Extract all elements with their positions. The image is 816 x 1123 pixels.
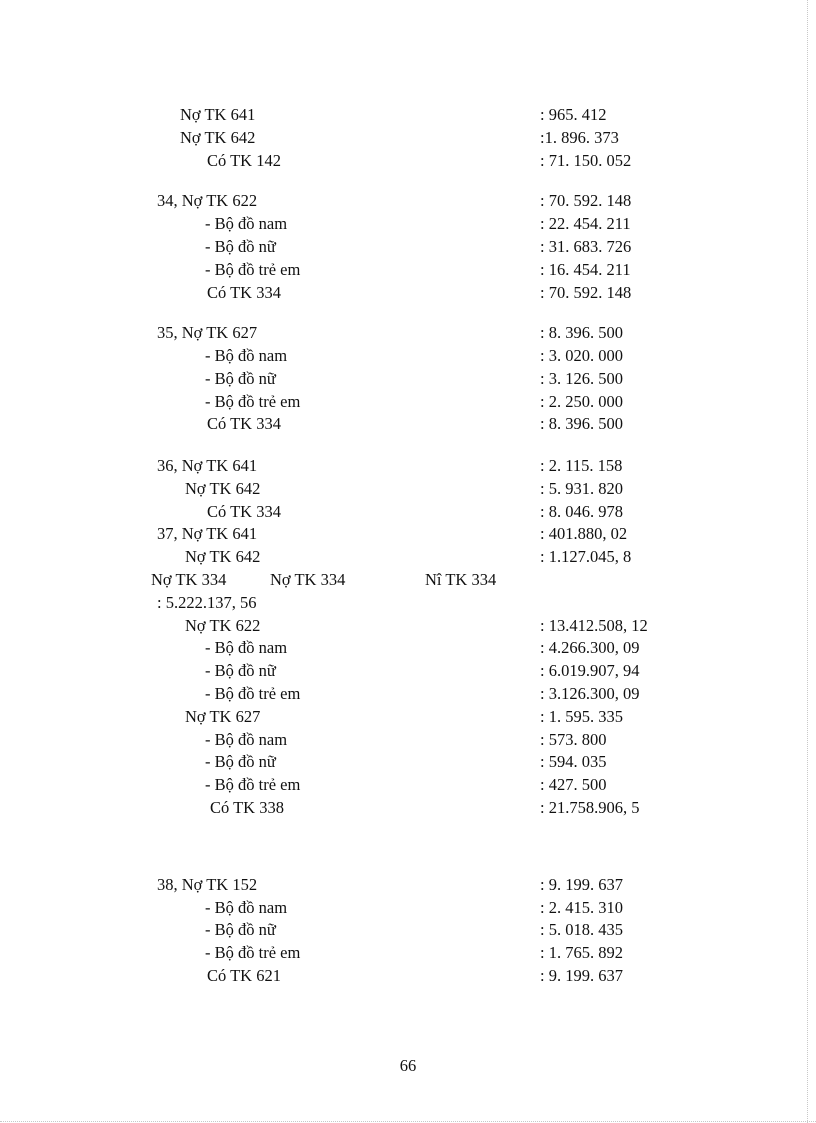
entry-value: : 2. 250. 000 bbox=[540, 392, 623, 411]
entry-label: Có TK 621 bbox=[207, 966, 281, 985]
entry-label: 35, Nợ TK 627 bbox=[157, 323, 258, 342]
entry-label: Nợ TK 627 bbox=[185, 707, 261, 726]
entry-label: - Bộ đồ nữ bbox=[205, 237, 276, 256]
entry-label: 36, Nợ TK 641 bbox=[157, 456, 258, 475]
entry-value: : 13.412.508, 12 bbox=[540, 616, 648, 635]
entry-label: - Bộ đồ trẻ em bbox=[205, 775, 301, 794]
entry-label: - Bộ đồ nữ bbox=[205, 920, 276, 939]
entry-label: - Bộ đồ nam bbox=[205, 638, 288, 657]
entry-label: Nợ TK 622 bbox=[185, 616, 261, 635]
entry-value: :1. 896. 373 bbox=[540, 128, 619, 147]
entry-value: : 31. 683. 726 bbox=[540, 237, 632, 256]
entry-value: : 21.758.906, 5 bbox=[540, 798, 640, 817]
page-frame-right bbox=[807, 0, 808, 1123]
entry-value: : 71. 150. 052 bbox=[540, 151, 632, 170]
entry-value: : 70. 592. 148 bbox=[540, 191, 632, 210]
entry-label: Nợ TK 642 bbox=[185, 479, 261, 498]
entry-label: 38, Nợ TK 152 bbox=[157, 875, 258, 894]
entry-label: - Bộ đồ nam bbox=[205, 730, 288, 749]
entry-label: - Bộ đồ trẻ em bbox=[205, 392, 301, 411]
entry-value: : 3. 126. 500 bbox=[540, 369, 623, 388]
entry-value: : 70. 592. 148 bbox=[540, 283, 632, 302]
entry-label: Có TK 334 bbox=[207, 283, 281, 302]
entry-value: : 2. 115. 158 bbox=[540, 456, 623, 475]
entry-label: - Bộ đồ nam bbox=[205, 214, 288, 233]
entry-value: : 6.019.907, 94 bbox=[540, 661, 640, 680]
entry-value: : 1. 595. 335 bbox=[540, 707, 623, 726]
entry-label: Nợ TK 641 bbox=[180, 105, 256, 124]
entry-label: Có TK 142 bbox=[207, 151, 281, 170]
entry-value: : 3. 020. 000 bbox=[540, 346, 623, 365]
entry-label: - Bộ đồ nữ bbox=[205, 661, 276, 680]
entry-value: : 2. 415. 310 bbox=[540, 898, 623, 917]
entry-label: Nợ TK 642 bbox=[180, 128, 256, 147]
entry-value: : 401.880, 02 bbox=[540, 524, 628, 543]
entry-label: - Bộ đồ nam bbox=[205, 346, 288, 365]
entry-label: 37, Nợ TK 641 bbox=[157, 524, 258, 543]
overlap-text: Nî TK 334 bbox=[425, 570, 497, 589]
entry-label: - Bộ đồ trẻ em bbox=[205, 943, 301, 962]
entry-value: : 427. 500 bbox=[540, 775, 607, 794]
entry-label: Có TK 334 bbox=[207, 502, 281, 521]
entry-label: - Bộ đồ nam bbox=[205, 898, 288, 917]
entry-value: : 3.126.300, 09 bbox=[540, 684, 640, 703]
overlap-text: Nợ TK 334 bbox=[270, 570, 346, 589]
entry-value: : 965. 412 bbox=[540, 105, 607, 124]
entry-value: : 8. 396. 500 bbox=[540, 414, 623, 433]
entry-label: - Bộ đồ nữ bbox=[205, 752, 276, 771]
entry-label: Nợ TK 642 bbox=[185, 547, 261, 566]
entry-label: - Bộ đồ nữ bbox=[205, 369, 276, 388]
page-frame-bottom bbox=[0, 1121, 816, 1122]
entry-value: : 16. 454. 211 bbox=[540, 260, 631, 279]
entry-value: : 1. 765. 892 bbox=[540, 943, 623, 962]
entry-value: : 5. 931. 820 bbox=[540, 479, 623, 498]
entry-label: 34, Nợ TK 622 bbox=[157, 191, 258, 210]
overlap-text: Nợ TK 334 bbox=[151, 570, 227, 589]
entry-label: - Bộ đồ trẻ em bbox=[205, 684, 301, 703]
entry-value: : 5. 018. 435 bbox=[540, 920, 623, 939]
entry-value: : 573. 800 bbox=[540, 730, 607, 749]
entry-value: : 8. 046. 978 bbox=[540, 502, 623, 521]
entry-value: : 8. 396. 500 bbox=[540, 323, 623, 342]
entry-label: - Bộ đồ trẻ em bbox=[205, 260, 301, 279]
page-number: 66 bbox=[399, 1056, 417, 1075]
entry-value: : 22. 454. 211 bbox=[540, 214, 631, 233]
entry-value: : 594. 035 bbox=[540, 752, 607, 771]
entry-value: : 1.127.045, 8 bbox=[540, 547, 632, 566]
entry-value: : 9. 199. 637 bbox=[540, 875, 623, 894]
entry-label: Có TK 334 bbox=[207, 414, 281, 433]
entry-label: Có TK 338 bbox=[210, 798, 284, 817]
overlap-value: : 5.222.137, 56 bbox=[157, 593, 257, 612]
entry-value: : 4.266.300, 09 bbox=[540, 638, 640, 657]
entry-value: : 9. 199. 637 bbox=[540, 966, 623, 985]
